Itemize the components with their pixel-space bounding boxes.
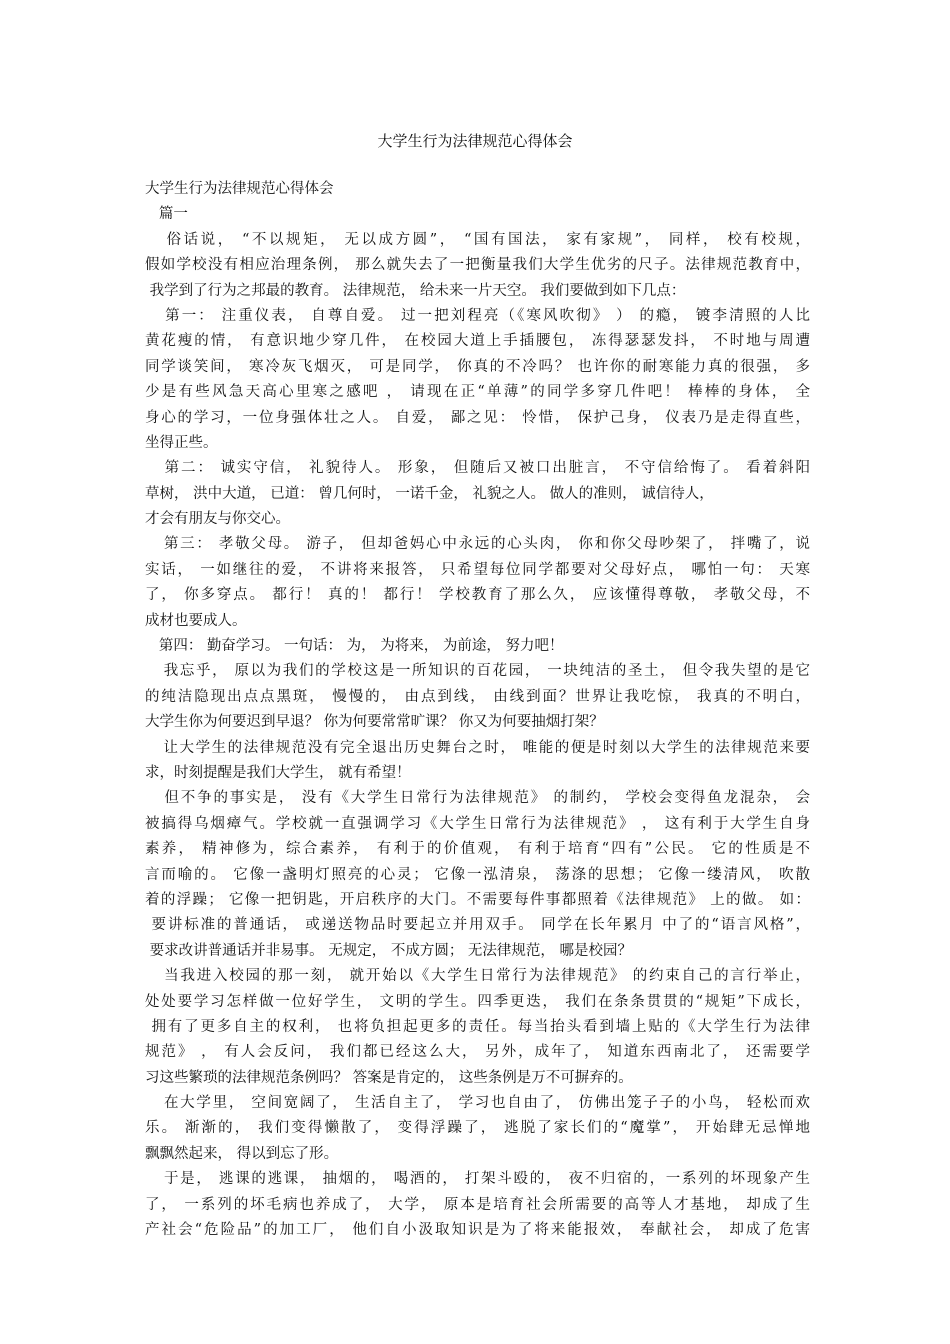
text-line: 第三： 孝敬父母。 游子， 但却爸妈心中永远的心头肉， 你和你父母吵架了， 拌嘴了，说 (145, 536, 810, 553)
text-line: 草树， 洪中大道， 已道： 曾几何时， 一诺千金， 礼貌之人。 做人的准则， 诚信待人， (145, 485, 714, 502)
text-line: 了， 一系列的坏毛病也养成了， 大学， 原本是培育社会所需要的高等人才基地， 却成了生 (145, 1196, 810, 1213)
text-line: 成材也要成人。 (145, 612, 247, 629)
text-line: 坐得正些。 (145, 434, 218, 451)
document-title: 大学生行为法律规范心得体会 (377, 132, 573, 150)
text-line: 同学谈笑间， 寒冷灰飞烟灭， 可是同学， 你真的不冷吗？ 也许你的耐寒能力真的很强， 多 (145, 358, 810, 375)
text-line: 大学生你为何要迟到早退？ 你为何要常常旷课？ 你又为何要抽烟打架？ (145, 714, 604, 731)
text-line: 处处要学习怎样做一位好学生， 文明的学生。四季更迭， 我们在条条贯贯的“规矩”下成长， (145, 993, 810, 1010)
text-line: 俗话说， “不以规矩， 无以成方圆”， “国有国法， 家有家规”， 同样， 校有校规， (145, 231, 810, 248)
text-line: 规范》 ， 有人会反问， 我们都已经这么大， 另外，成年了， 知道东西南北了， 还需要学 (145, 1044, 810, 1061)
text-line: 大学生行为法律规范心得体会 (145, 181, 334, 197)
text-line: 拥有了更多自主的权利， 也将负担起更多的责任。每当抬头看到墙上贴的《大学生行为法律 (145, 1018, 810, 1035)
text-line: 要讲标准的普通话， 或递送物品时要起立并用双手。 同学在长年累月 中了的“语言风格”， (145, 917, 810, 934)
text-line: 言而喻的。 它像一盏明灯照亮的心灵； 它像一泓清泉， 荡涤的思想； 它像一缕清风， 吹散 (145, 866, 810, 883)
text-line: 篇一 (145, 206, 188, 223)
text-line: 当我进入校园的那一刻， 就开始以《大学生日常行为法律规范》 的约束自己的言行举止， (145, 968, 810, 985)
text-line: 我学到了行为之邦最的教育。 法律规范， 给未来一片天空。 我们要做到如下几点： (145, 282, 686, 299)
text-line: 着的浮躁； 它像一把钥匙，开启秩序的大门。不需要每件事都照着《法律规范》 上的做。 如： (145, 891, 810, 908)
text-line: 了， 你多穿点。 都行！ 真的！ 都行！ 学校教育了那么久， 应该懂得尊敬， 孝敬父母，不 (145, 587, 810, 604)
text-line: 让大学生的法律规范没有完全退出历史舞台之时， 唯能的便是时刻以大学生的法律规范来要 (145, 739, 810, 756)
text-line: 产社会“危险品”的加工厂， 他们自小汲取知识是为了将来能报效， 奉献社会， 却成了危害 (145, 1222, 810, 1239)
text-line: 求，时刻提醒是我们大学生， 就有希望！ (145, 764, 411, 781)
text-line: 乐。 渐渐的， 我们变得懒散了， 变得浮躁了， 逃脱了家长们的“魔掌”， 开始肆无忌惮地 (145, 1120, 810, 1137)
text-line: 在大学里， 空间宽阔了， 生活自主了， 学习也自由了， 仿佛出笼子子的小鸟， 轻松而欢 (145, 1095, 810, 1112)
text-line: 身心的学习，一位身强体壮之人。 自爱， 鄙之见： 怜惜， 保护己身， 仪表乃是走得直些， (145, 409, 810, 426)
text-line: 第二： 诚实守信， 礼貌待人。 形象， 但随后又被口出脏言， 不守信给悔了。 看着斜阳 (145, 460, 810, 477)
text-line: 实话， 一如继往的爱， 不讲将来报答， 只希望每位同学都要对父母好点， 哪怕一句： 天寒 (145, 561, 810, 578)
text-line: 飘飘然起来， 得以到忘了形。 (145, 1145, 339, 1162)
document-body (145, 177, 810, 1243)
text-line: 第一： 注重仪表， 自尊自爱。 过一把刘程亮（《寒风吹彻》 ） 的瘾， 镀李清照的人比 (145, 307, 810, 324)
text-line: 的纯洁隐现出点点黑斑， 慢慢的， 由点到线， 由线到面？世界让我吃惊， 我真的不明白， (145, 688, 810, 705)
text-line: 习这些繁琐的法律规范条例吗？ 答案是肯定的， 这些条例是万不可摒弃的。 (145, 1069, 633, 1086)
text-line: 假如学校没有相应治理条例， 那么就失去了一把衡量我们大学生优劣的尺子。法律规范教育中， (145, 257, 810, 274)
text-line: 被搞得乌烟瘴气。学校就一直强调学习《大学生日常行为法律规范》 ， 这有利于大学生自身 (145, 815, 810, 832)
text-line: 要求改讲普通话并非易事。 无规定， 不成方圆； 无法律规范， 哪是校园？ (145, 942, 633, 959)
text-line: 才会有朋友与你交心。 (145, 511, 290, 528)
text-line: 少是有些风急天高心里寒之感吧 ， 请现在正“单薄”的同学多穿几件吧！ 棒棒的身体， 全 (145, 384, 810, 401)
text-line: 黄花瘦的情， 有意识地少穿几件， 在校园大道上手插腰包， 冻得瑟瑟发抖， 不时地与周遭 (145, 333, 810, 350)
text-line: 但不争的事实是， 没有《大学生日常行为法律规范》 的制约， 学校会变得鱼龙混杂， 会 (145, 790, 810, 807)
text-line: 我忘乎， 原以为我们的学校这是一所知识的百花园， 一块纯洁的圣土， 但令我失望的是它 (145, 663, 810, 680)
text-line: 素养， 精神修为，综合素养， 有利于的价值观， 有利于培育“四有”公民。 它的性质是不 (145, 841, 810, 858)
text-line: 于是， 逃课的逃课， 抽烟的， 喝酒的， 打架斗殴的， 夜不归宿的，一系列的坏现象产生 (145, 1171, 810, 1188)
text-line: 第四： 勤奋学习。 一句话： 为， 为将来， 为前途， 努力吧！ (145, 638, 564, 655)
